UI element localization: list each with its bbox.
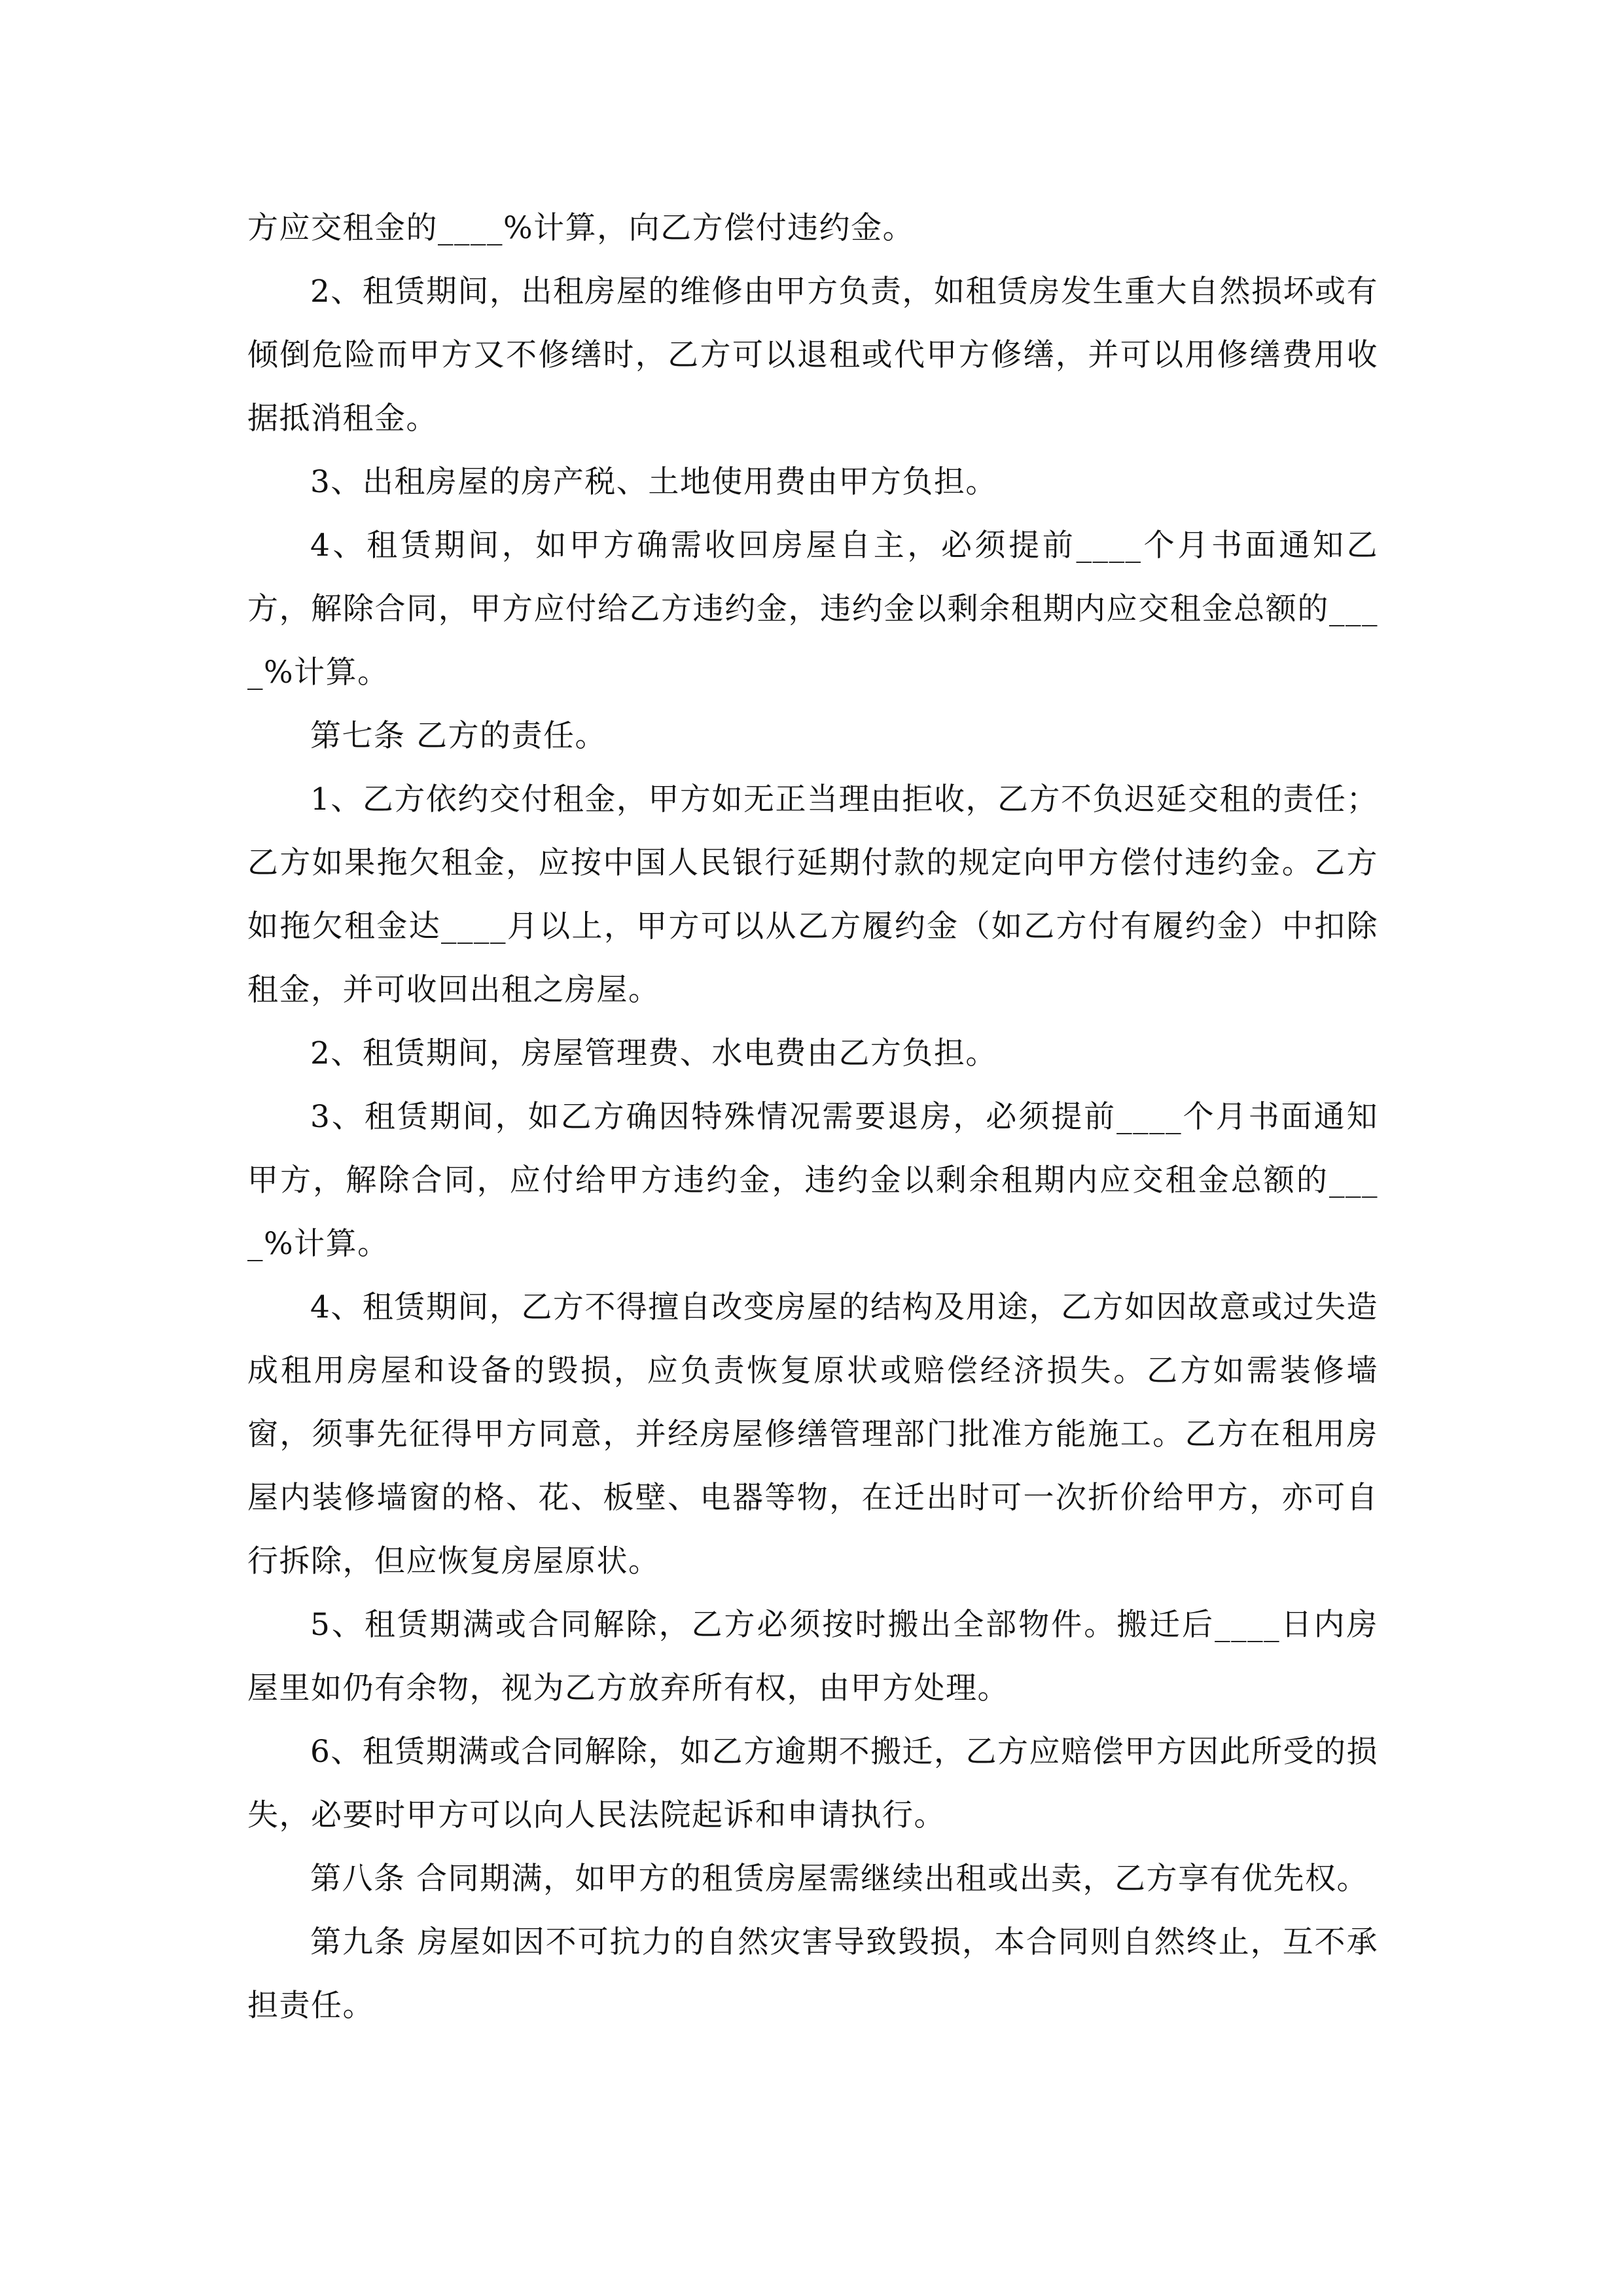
article-9: 第九条 房屋如因不可抗力的自然灾害导致毁损，本合同则自然终止，互不承担责任。 — [247, 1924, 1378, 2024]
article-8: 第八条 合同期满，如甲方的租赁房屋需继续出租或出卖，乙方享有优先权。 — [310, 1861, 1368, 1897]
paragraph-lessor-reclaim: 4、租赁期间，如甲方确需收回房屋自主，必须提前____个月书面通知乙方，解除合同，甲方应付给乙方违约金，违约金以剩余租期内应交租金总额的____%计算。 — [247, 528, 1378, 691]
paragraph-lessee-rent: 1、乙方依约交付租金，甲方如无正当理由拒收，乙方不负迟延交租的责任；乙方如果拖欠租金，应按中国人民银行延期付款的规定向甲方偿付违约金。乙方如拖欠租金达____月以上，甲方可以从乙方履约金（如乙方付有履约金）中扣除租金，并可收回出租之房屋。 — [247, 781, 1378, 1008]
paragraph-lessor-repair: 2、租赁期间，出租房屋的维修由甲方负责，如租赁房发生重大自然损坏或有倾倒危险而甲方又不修缮时，乙方可以退租或代甲方修缮，并可以用修缮费用收据抵消租金。 — [247, 274, 1378, 437]
paragraph-lessee-move-out: 5、租赁期满或合同解除，乙方必须按时搬出全部物件。搬迁后____日内房屋里如仍有余物，视为乙方放弃所有权，由甲方处理。 — [247, 1607, 1378, 1706]
paragraph-lessee-alteration: 4、租赁期间，乙方不得擅自改变房屋的结构及用途，乙方如因故意或过失造成租用房屋和设备的毁损，应负责恢复原状或赔偿经济损失。乙方如需装修墙窗，须事先征得甲方同意，并经房屋修缮管理部门批准方能施工。乙方在租用房屋内装修墙窗的格、花、板壁、电器等物，在迁出时可一次折价给甲方，亦可自行拆除，但应恢复房屋原状。 — [247, 1289, 1378, 1579]
article-7-heading: 第七条 乙方的责任。 — [310, 718, 607, 754]
document-body — [247, 196, 1378, 2037]
paragraph-lessee-early-termination: 3、租赁期间，如乙方确因特殊情况需要退房，必须提前____个月书面通知甲方，解除合同，应付给甲方违约金，违约金以剩余租期内应交租金总额的____%计算。 — [247, 1099, 1378, 1262]
paragraph-continuation: 方应交租金的____%计算，向乙方偿付违约金。 — [247, 210, 915, 246]
paragraph-lessee-fees: 2、租赁期间，房屋管理费、水电费由乙方负担。 — [310, 1035, 997, 1071]
paragraph-lessor-tax: 3、出租房屋的房产税、土地使用费由甲方负担。 — [310, 464, 997, 500]
paragraph-lessee-overstay: 6、租赁期满或合同解除，如乙方逾期不搬迁，乙方应赔偿甲方因此所受的损失，必要时甲方可以向人民法院起诉和申请执行。 — [247, 1734, 1378, 1833]
